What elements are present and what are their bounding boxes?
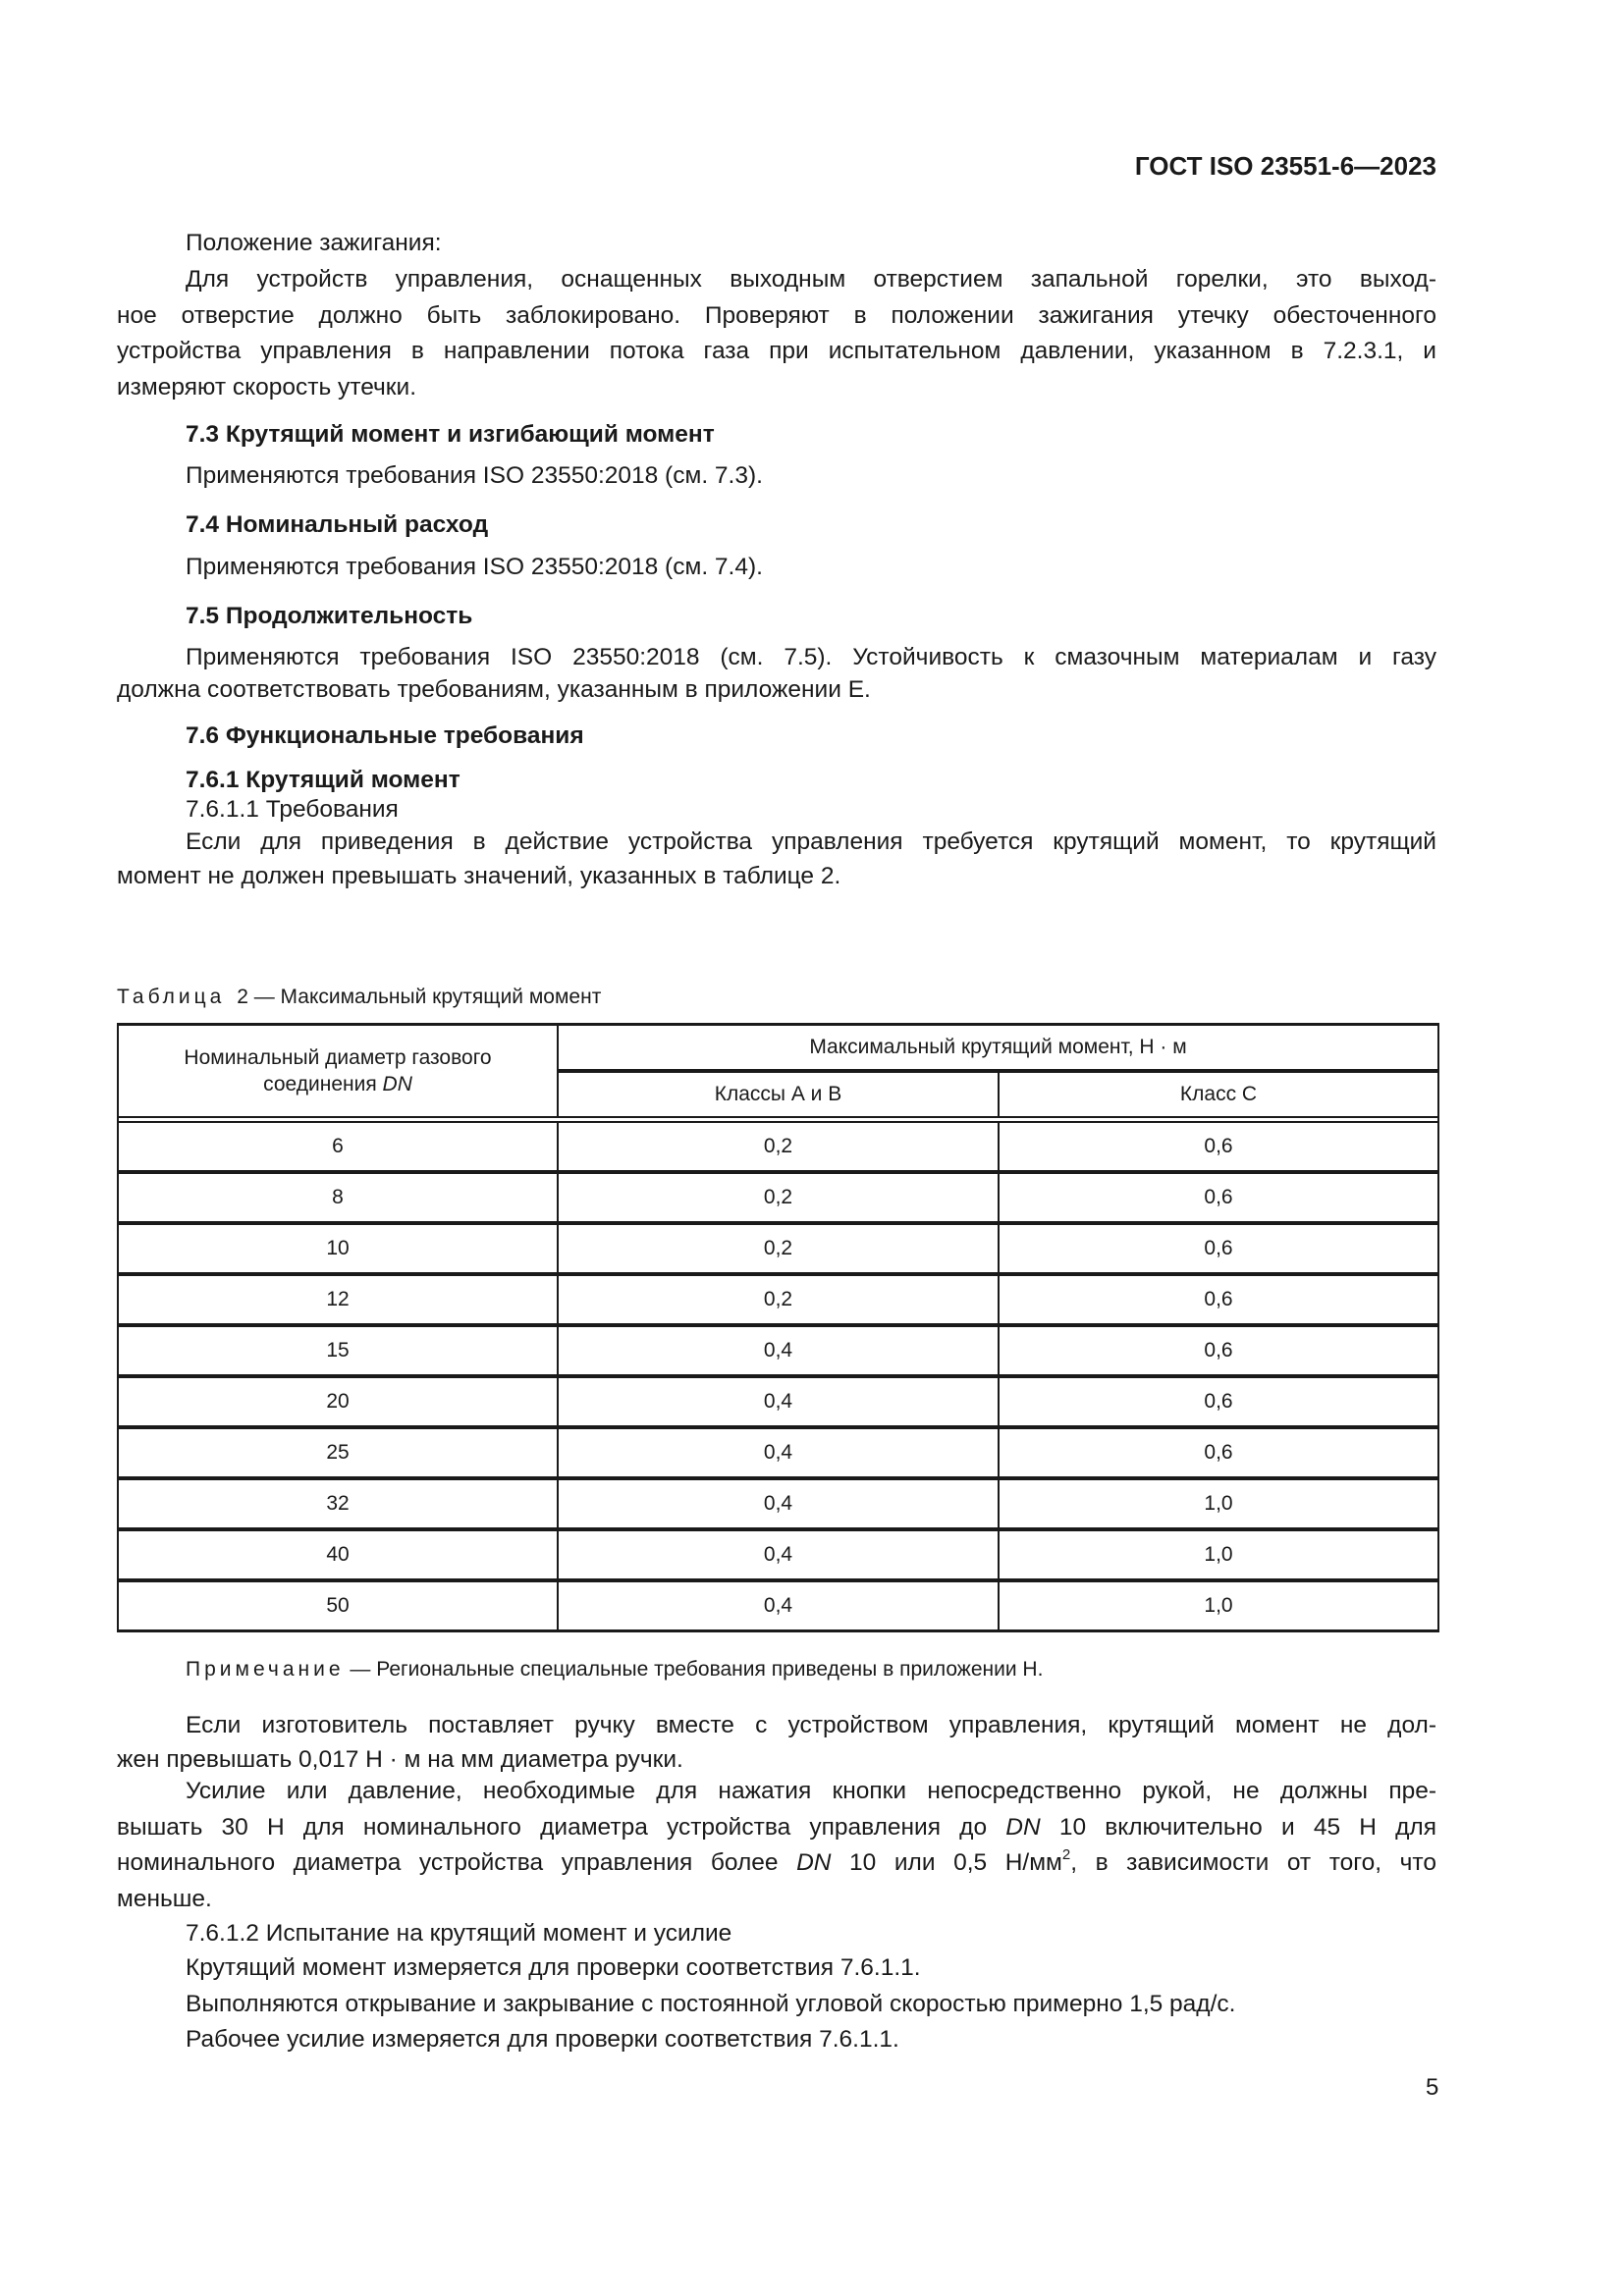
cell-dn: 10: [118, 1223, 558, 1274]
paragraph-line: Применяются требования ISO 23550:2018 (см. 7.5). Устойчивость к смазочным материалам и газу: [186, 644, 1436, 670]
cell-class-ab: 0,4: [558, 1376, 999, 1427]
cell-class-c: 0,6: [999, 1122, 1438, 1172]
text-part: , в зависимости от того, что: [1070, 1849, 1436, 1876]
col-header-classes-ab: Классы А и В: [558, 1071, 999, 1117]
col-header-class-c: Класс С: [999, 1071, 1438, 1117]
header-text-part: соединения: [263, 1073, 383, 1095]
table-row: [118, 1172, 1438, 1223]
header-text: Номинальный диаметр газового: [184, 1046, 492, 1069]
paragraph-line: меньше.: [117, 1886, 212, 1912]
paragraph-line: жен превышать 0,017 Н · м на мм диаметра ручки.: [117, 1746, 683, 1773]
subsection-heading-7-6-1-2: 7.6.1.2 Испытание на крутящий момент и усилие: [186, 1920, 732, 1947]
cell-dn: 6: [118, 1122, 558, 1172]
table-caption-text: 2 — Максимальный крутящий момент: [237, 986, 602, 1008]
cell-class-ab: 0,4: [558, 1529, 999, 1580]
text-part: вышать 30 Н для номинального диаметра устройства управления до: [117, 1814, 1006, 1841]
paragraph-line: ное отверстие должно быть заблокировано. Проверяют в положении зажигания утечку обесточенного: [117, 302, 1436, 329]
table-row: [118, 1478, 1438, 1529]
table-caption: [117, 985, 601, 1010]
table-row: [118, 1580, 1438, 1631]
paragraph-line: [117, 1845, 1436, 1878]
cell-class-ab: 0,4: [558, 1580, 999, 1631]
paragraph-ignition-position: Положение зажигания:: [186, 230, 442, 256]
cell-dn: 20: [118, 1376, 558, 1427]
paragraph-line: Усилие или давление, необходимые для нажатия кнопки непосредственно рукой, не должны пре-: [186, 1778, 1436, 1804]
cell-dn: 8: [118, 1172, 558, 1223]
cell-class-c: 0,6: [999, 1325, 1438, 1376]
paragraph-line: Если изготовитель поставляет ручку вместе с устройством управления, крутящий момент не дол-: [186, 1712, 1436, 1738]
section-heading-7-5: 7.5 Продолжительность: [186, 603, 473, 629]
cell-class-c: 1,0: [999, 1478, 1438, 1529]
cell-class-ab: 0,4: [558, 1325, 999, 1376]
cell-class-ab: 0,4: [558, 1427, 999, 1478]
torque-table: [117, 1023, 1439, 1632]
page-number: 5: [1426, 2074, 1439, 2101]
paragraph-line: Выполняются открывание и закрывание с постоянной угловой скоростью примерно 1,5 рад/с.: [186, 1991, 1236, 2017]
paragraph-line: Крутящий момент измеряется для проверки соответствия 7.6.1.1.: [186, 1954, 921, 1981]
cell-class-c: 1,0: [999, 1580, 1438, 1631]
note-label: Примечание: [186, 1658, 345, 1681]
paragraph-line: устройства управления в направлении потока газа при испытательном давлении, указанном в 7.2.3.1, и: [117, 338, 1436, 364]
table-row: [118, 1122, 1438, 1172]
cell-class-ab: 0,4: [558, 1478, 999, 1529]
paragraph-line: Для устройств управления, оснащенных выходным отверстием запальной горелки, это выход-: [186, 266, 1436, 293]
table-row: [118, 1325, 1438, 1376]
table-row: [118, 1529, 1438, 1580]
col-group-header-max-torque: Максимальный крутящий момент, Н · м: [558, 1025, 1438, 1072]
paragraph-line: Применяются требования ISO 23550:2018 (см. 7.3).: [186, 462, 763, 489]
text-part: номинального диаметра устройства управления более: [117, 1849, 797, 1876]
cell-dn: 12: [118, 1274, 558, 1325]
paragraph-line: Рабочее усилие измеряется для проверки соответствия 7.6.1.1.: [186, 2026, 899, 2053]
cell-class-c: 0,6: [999, 1376, 1438, 1427]
cell-class-c: 0,6: [999, 1172, 1438, 1223]
cell-class-ab: 0,2: [558, 1274, 999, 1325]
text-part: 10 или 0,5 Н/мм: [831, 1849, 1062, 1876]
cell-dn: 25: [118, 1427, 558, 1478]
cell-class-c: 0,6: [999, 1274, 1438, 1325]
section-heading-7-3: 7.3 Крутящий момент и изгибающий момент: [186, 421, 715, 448]
paragraph-line: момент не должен превышать значений, указанных в таблице 2.: [117, 863, 841, 889]
cell-dn: 40: [118, 1529, 558, 1580]
subsection-heading-7-6-1-1: 7.6.1.1 Требования: [186, 796, 399, 823]
table-row: [118, 1274, 1438, 1325]
dn-italic: DN: [1005, 1814, 1041, 1841]
cell-dn: 15: [118, 1325, 558, 1376]
dn-italic: DN: [796, 1849, 832, 1876]
table-row: [118, 1376, 1438, 1427]
cell-dn: 32: [118, 1478, 558, 1529]
cell-class-ab: 0,2: [558, 1172, 999, 1223]
paragraph-line: измеряют скорость утечки.: [117, 374, 417, 400]
table-note: [186, 1657, 1043, 1682]
paragraph-line: должна соответствовать требованиям, указанным в приложении Е.: [117, 676, 871, 703]
section-heading-7-6: 7.6 Функциональные требования: [186, 722, 584, 749]
note-text: — Региональные специальные требования приведены в приложении Н.: [344, 1658, 1044, 1681]
table-caption-label: Таблица: [117, 986, 226, 1008]
cell-class-c: 1,0: [999, 1529, 1438, 1580]
paragraph-line: [117, 1813, 1436, 1842]
paragraph-line: Применяются требования ISO 23550:2018 (см. 7.4).: [186, 554, 763, 580]
document-id-header: ГОСТ ISO 23551-6—2023: [1134, 151, 1436, 181]
section-heading-7-4: 7.4 Номинальный расход: [186, 511, 489, 538]
header-text: [119, 1071, 557, 1097]
cell-class-ab: 0,2: [558, 1122, 999, 1172]
col-header-nominal-diameter: [118, 1025, 558, 1118]
cell-class-ab: 0,2: [558, 1223, 999, 1274]
superscript: 2: [1061, 1845, 1071, 1863]
text-part: 10 включительно и 45 Н для: [1040, 1814, 1436, 1841]
table-header-row: [118, 1025, 1438, 1072]
paragraph-line: Если для приведения в действие устройства управления требуется крутящий момент, то крутящий: [186, 828, 1436, 855]
cell-class-c: 0,6: [999, 1427, 1438, 1478]
table-row: [118, 1223, 1438, 1274]
cell-dn: 50: [118, 1580, 558, 1631]
header-dn: DN: [382, 1073, 412, 1095]
section-heading-7-6-1: 7.6.1 Крутящий момент: [186, 767, 460, 793]
cell-class-c: 0,6: [999, 1223, 1438, 1274]
table-row: [118, 1427, 1438, 1478]
